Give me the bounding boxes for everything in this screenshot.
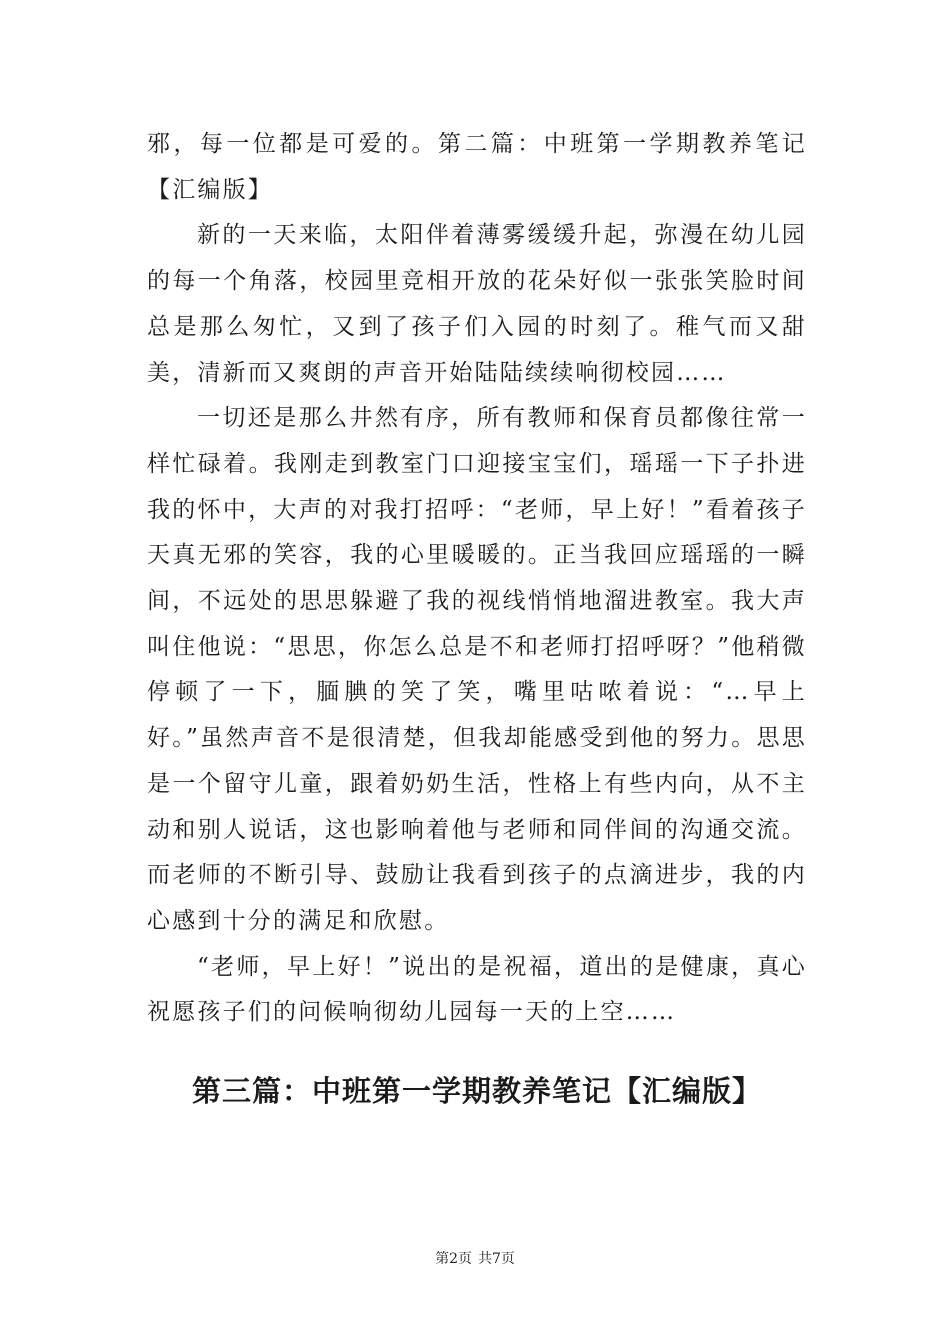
paragraph-morning: 新的一天来临，太阳伴着薄雾缓缓升起，弥漫在幼儿园的每一个角落，校园里竞相开放的花朵好似一张张笑脸时间总是那么匆忙，又到了孩子们入园的时刻了。稚气而又甜美，清新而又爽朗的声音开始陆陆续续响彻校园…… bbox=[147, 222, 807, 386]
document-body bbox=[147, 122, 807, 1036]
page-footer bbox=[0, 1248, 950, 1268]
paragraph-closing: “老师，早上好！”说出的是祝福，道出的是健康，真心祝愿孩子们的问候响彻幼儿园每一天的上空…… bbox=[147, 953, 807, 1026]
section-heading: 第三篇：中班第一学期教养笔记【汇编版】 bbox=[191, 1074, 762, 1108]
page-total: 共7页 bbox=[478, 1251, 515, 1267]
paragraph-greeting-story: 一切还是那么井然有序，所有教师和保育员都像往常一样忙碌着。我刚走到教室门口迎接宝宝们，瑶瑶一下子扑进我的怀中，大声的对我打招呼：“老师，早上好！”看着孩子天真无邪的笑容，我的心里暖暖的。正当我回应瑶瑶的一瞬间，不远处的思思躲避了我的视线悄悄地溜进教室。我大声叫住他说：“思思，你怎么总是不和老师打招呼呀？”他稍微停顿了一下，腼腆的笑了笑，嘴里咕哝着说：“…早上好。”虽然声音不是很清楚，但我却能感受到他的努力。思思是一个留守儿童，跟着奶奶生活，性格上有些内向，从不主动和别人说话，这也影响着他与老师和同伴间的沟通交流。而老师的不断引导、鼓励让我看到孩子的点滴进步，我的内心感到十分的满足和欣慰。 bbox=[147, 405, 807, 934]
page-number: 第2页 bbox=[435, 1251, 472, 1267]
paragraph-continuation: 邪，每一位都是可爱的。第二篇：中班第一学期教养笔记【汇编版】 bbox=[147, 131, 807, 203]
